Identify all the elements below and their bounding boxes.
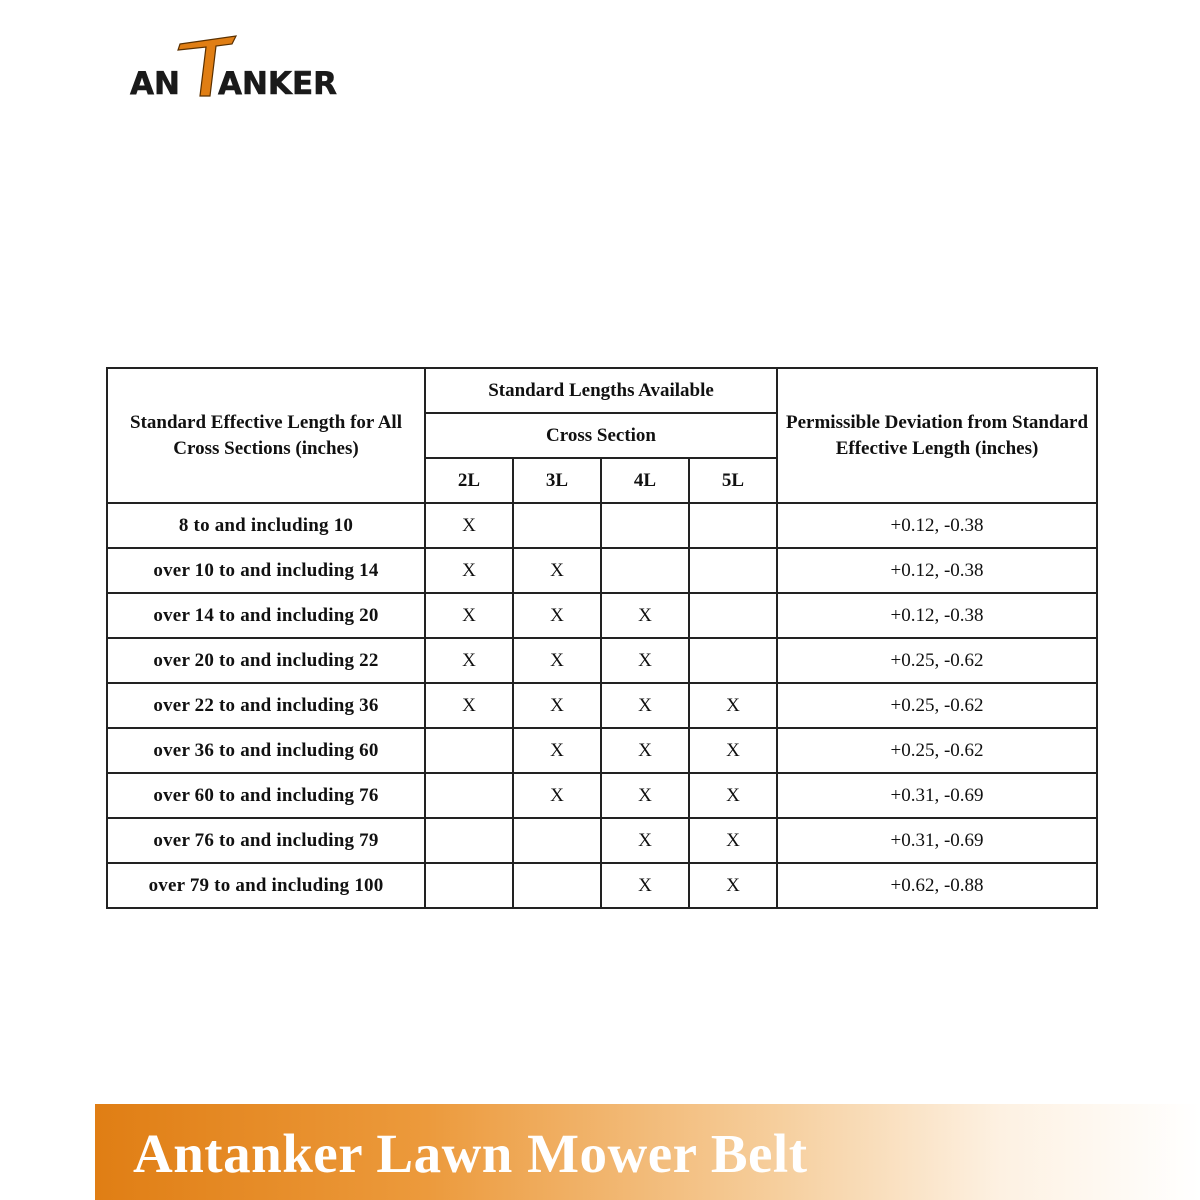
availability-cell: X [513,593,601,638]
length-range-cell: over 60 to and including 76 [107,773,425,818]
availability-cell: X [425,638,513,683]
length-range-cell: over 79 to and including 100 [107,863,425,908]
logo-text-right: ANKER [218,66,338,102]
availability-cell [689,593,777,638]
availability-cell [425,728,513,773]
availability-cell [689,548,777,593]
deviation-cell: +0.62, -0.88 [777,863,1097,908]
availability-cell [689,503,777,548]
availability-cell [425,818,513,863]
table-row [107,818,1097,863]
availability-cell: X [601,728,689,773]
availability-cell [513,818,601,863]
section-header-5l: 5L [689,458,777,503]
availability-cell: X [601,773,689,818]
table-row [107,503,1097,548]
table-row [107,593,1097,638]
banner-title: Antanker Lawn Mower Belt [133,1123,808,1184]
length-range-cell: 8 to and including 10 [107,503,425,548]
availability-cell: X [425,683,513,728]
available-group-header: Standard Lengths Available [425,368,777,413]
length-range-cell: over 20 to and including 22 [107,638,425,683]
table-row [107,638,1097,683]
table-row [107,773,1097,818]
logo-text-left: AN [130,66,180,102]
availability-cell: X [689,818,777,863]
availability-cell: X [601,593,689,638]
length-range-cell: over 22 to and including 36 [107,683,425,728]
belt-length-table [106,367,1098,909]
availability-cell: X [689,728,777,773]
brand-logo [128,30,348,102]
availability-cell [513,503,601,548]
deviation-cell: +0.25, -0.62 [777,683,1097,728]
availability-cell [689,638,777,683]
availability-cell: X [601,683,689,728]
availability-cell: X [689,863,777,908]
deviation-cell: +0.12, -0.38 [777,548,1097,593]
availability-cell [513,863,601,908]
availability-cell: X [513,773,601,818]
table-body [107,503,1097,908]
availability-cell: X [689,683,777,728]
length-column-header: Standard Effective Length for All Cross Sections (inches) [107,368,425,503]
deviation-cell: +0.12, -0.38 [777,593,1097,638]
availability-cell: X [513,638,601,683]
length-range-cell: over 36 to and including 60 [107,728,425,773]
availability-cell: X [689,773,777,818]
length-range-cell: over 10 to and including 14 [107,548,425,593]
deviation-cell: +0.31, -0.69 [777,773,1097,818]
section-header-4l: 4L [601,458,689,503]
header-row-1 [107,368,1097,413]
availability-cell: X [425,548,513,593]
table-row [107,683,1097,728]
availability-cell [601,548,689,593]
deviation-cell: +0.25, -0.62 [777,638,1097,683]
length-range-cell: over 14 to and including 20 [107,593,425,638]
title-banner [95,1104,1200,1200]
availability-cell [425,773,513,818]
cross-section-header: Cross Section [425,413,777,458]
availability-cell: X [425,503,513,548]
availability-cell: X [601,863,689,908]
table-row [107,728,1097,773]
deviation-column-header: Permissible Deviation from Standard Effective Length (inches) [777,368,1097,503]
deviation-cell: +0.25, -0.62 [777,728,1097,773]
availability-cell: X [425,593,513,638]
brand-logo-mark [128,30,348,102]
availability-cell: X [513,683,601,728]
deviation-cell: +0.12, -0.38 [777,503,1097,548]
availability-cell [601,503,689,548]
availability-cell: X [601,638,689,683]
availability-cell [425,863,513,908]
availability-cell: X [513,548,601,593]
table-row [107,863,1097,908]
availability-cell: X [601,818,689,863]
deviation-cell: +0.31, -0.69 [777,818,1097,863]
length-range-cell: over 76 to and including 79 [107,818,425,863]
section-header-3l: 3L [513,458,601,503]
availability-cell: X [513,728,601,773]
section-header-2l: 2L [425,458,513,503]
table-row [107,548,1097,593]
